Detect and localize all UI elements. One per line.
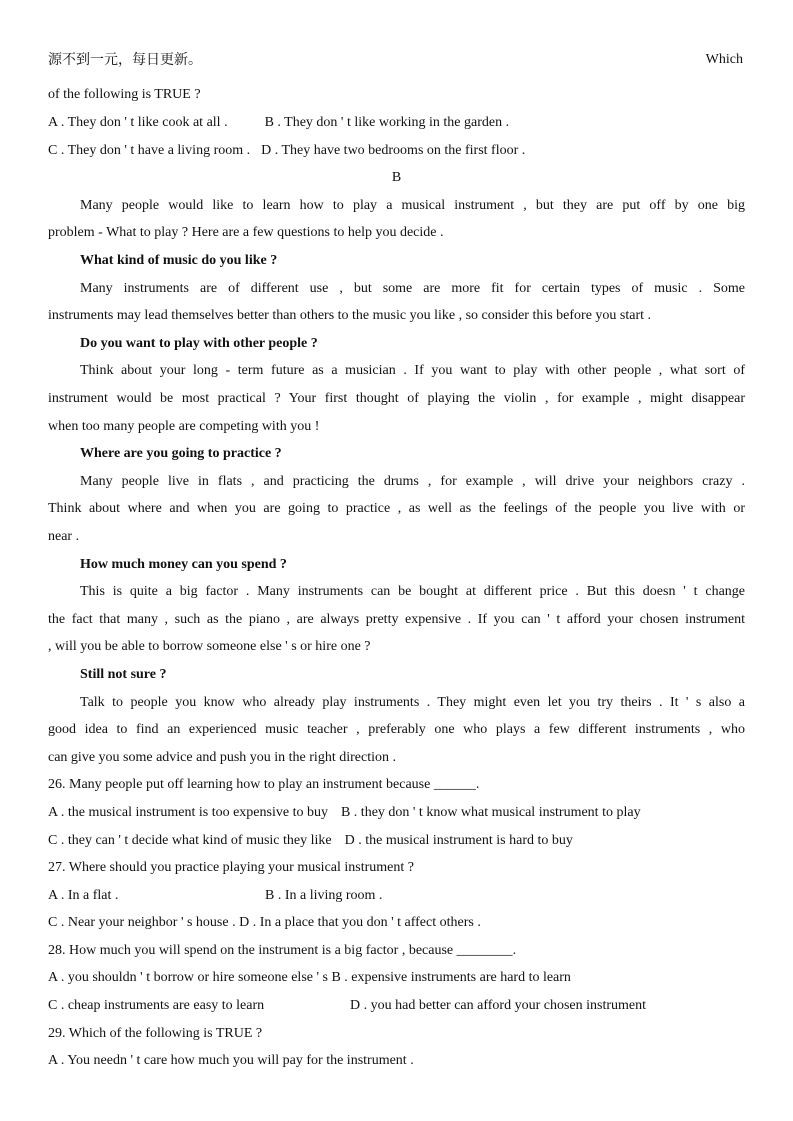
- option-row: C . Near your neighbor ' s house . D . In a place that you don ' t affect others .: [48, 915, 481, 930]
- section-heading: Still not sure ?: [80, 667, 167, 682]
- passage-line: Many people would like to learn how to play a musical instrument , but they are put off by one big: [80, 198, 745, 213]
- passage-line: good idea to find an experienced music teacher , preferably one who plays a few different instruments , who: [48, 722, 745, 737]
- header-left-text: 源不到一元，每日更新。: [48, 52, 202, 68]
- section-heading: What kind of music do you like ?: [80, 253, 278, 268]
- option-row: [48, 996, 745, 1016]
- option-d: D . the musical instrument is hard to buy: [344, 833, 573, 848]
- option-a: A . In a flat .: [48, 888, 119, 903]
- option-d: D . you had better can afford your chosen instrument: [350, 998, 646, 1013]
- option-b: B . they don ' t know what musical instrument to play: [340, 805, 641, 820]
- question-stem: 27. Where should you practice playing your musical instrument ?: [48, 860, 414, 875]
- passage-line: the fact that many , such as the piano , are always pretty expensive . If you can ' t afford your chosen instrument: [48, 612, 745, 627]
- option-d: D . They have two bedrooms on the first floor .: [261, 143, 526, 158]
- section-heading: Do you want to play with other people ?: [80, 336, 318, 351]
- section-label: B: [391, 170, 402, 185]
- passage-line: can give you some advice and push you in the right direction .: [48, 750, 396, 765]
- option-row: [48, 886, 745, 906]
- option-c: C . They don ' t have a living room .: [48, 143, 251, 158]
- passage-line: instrument would be most practical ? Your first thought of playing the violin , for example , might disappear: [48, 391, 745, 406]
- question-stem: 28. How much you will spend on the instrument is a big factor , because ________.: [48, 943, 517, 958]
- option-a: A . They don ' t like cook at all .: [48, 115, 228, 130]
- passage-line: near .: [48, 529, 80, 544]
- passage-line: Think about your long - term future as a musician . If you want to play with other people , what sort of: [80, 363, 745, 378]
- passage-line: instruments may lead themselves better than others to the music you like , so consider this before you start .: [48, 308, 652, 323]
- option-row: [48, 113, 745, 133]
- passage-line: Many instruments are of different use , but some are more fit for certain types of music . Some: [80, 281, 745, 296]
- question-stem: of the following is TRUE ?: [48, 87, 201, 102]
- passage-line: problem - What to play ? Here are a few questions to help you decide .: [48, 225, 444, 240]
- option-a: A . the musical instrument is too expensive to buy: [48, 805, 328, 820]
- option-row: [48, 831, 745, 851]
- passage-line: Think about where and when you are going to practice , as well as the feelings of the people you live with or: [48, 501, 745, 516]
- option-b: B . They don ' t like working in the garden .: [264, 115, 510, 130]
- option-row: A . you shouldn ' t borrow or hire someone else ' s B . expensive instruments are hard to learn: [48, 970, 571, 985]
- passage-line: Talk to people you know who already play instruments . They might even let you try theirs . It ' s also a: [80, 695, 745, 710]
- section-heading: How much money can you spend ?: [80, 557, 287, 572]
- passage-line: This is quite a big factor . Many instruments can be bought at different price . But this doesn ' t change: [80, 584, 745, 599]
- question-stem: 26. Many people put off learning how to play an instrument because ______.: [48, 777, 480, 792]
- option-c: C . they can ' t decide what kind of music they like: [48, 833, 332, 848]
- passage-line: when too many people are competing with you !: [48, 419, 320, 434]
- option-row: [48, 141, 745, 161]
- option-b: B . In a living room .: [265, 888, 383, 903]
- question-stem: 29. Which of the following is TRUE ?: [48, 1026, 263, 1041]
- passage-line: Many people live in flats , and practicing the drums , for example , will drive your neighbors crazy .: [80, 474, 745, 489]
- option-c: C . cheap instruments are easy to learn: [48, 998, 265, 1013]
- header-right-text: Which: [705, 52, 743, 67]
- option-row: A . You needn ' t care how much you will pay for the instrument .: [48, 1053, 414, 1068]
- option-row: [48, 803, 745, 823]
- passage-line: , will you be able to borrow someone else ' s or hire one ?: [48, 639, 371, 654]
- section-heading: Where are you going to practice ?: [80, 446, 282, 461]
